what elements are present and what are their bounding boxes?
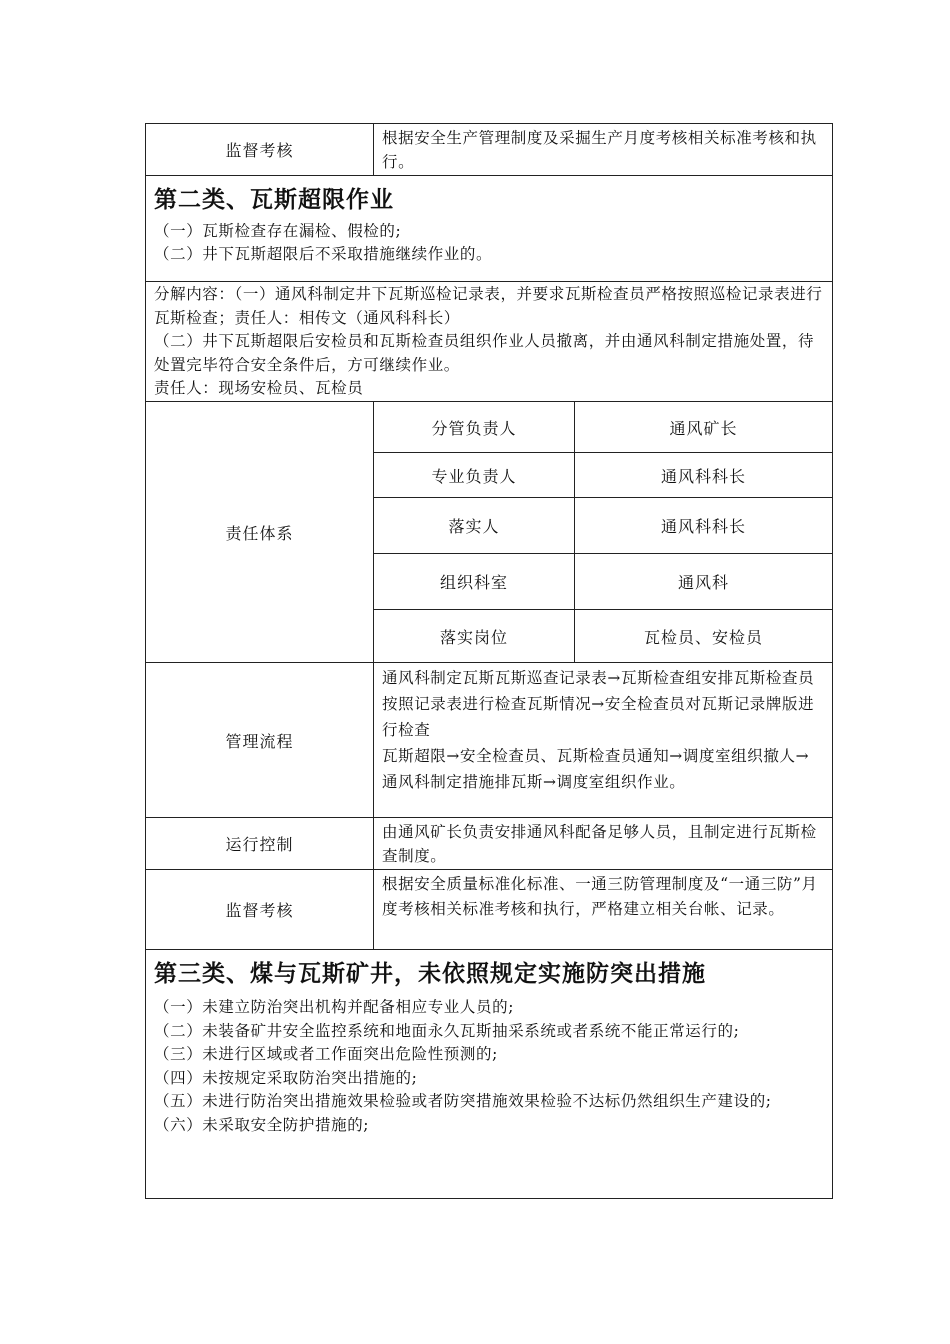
process-line-2: 瓦斯超限→安全检查员、瓦斯检查员通知→调度室组织撤人→通风科制定措施排瓦斯→调度室组织作业。 xyxy=(382,747,810,791)
section3-item-6: （六）未采取安全防护措施的; xyxy=(154,1115,370,1134)
responsibility-label: 责任体系 xyxy=(145,401,374,663)
supervise-label: 监督考核 xyxy=(145,869,374,950)
supervise-text-top: 根据安全生产管理制度及采掘生产月度考核相关标准考核和执行。 xyxy=(373,123,833,176)
section2-breakdown xyxy=(145,281,833,402)
supervise-text: 根据安全质量标准化标准、一通三防管理制度及“一通三防”月度考核相关标准考核和执行，严格建立相关台帐、记录。 xyxy=(373,869,833,950)
breakdown-para-2: （二）井下瓦斯超限后安检员和瓦斯检查员组织作业人员撤离，并由通风科制定措施处置，待处置完毕符合安全条件后，方可继续作业。 xyxy=(154,332,815,374)
resp-role-3: 落实人 xyxy=(373,497,575,554)
breakdown-para-3: 责任人：现场安检员、瓦检员 xyxy=(154,379,364,397)
section2-header xyxy=(145,175,833,282)
section2-item-1: （一）瓦斯检查存在漏检、假检的; xyxy=(154,222,402,240)
resp-person-5: 瓦检员、安检员 xyxy=(574,609,833,663)
resp-person-1: 通风矿长 xyxy=(574,401,833,453)
section3-item-5: （五）未进行防治突出措施效果检验或者防突措施效果检验不达标仍然组织生产建设的; xyxy=(154,1092,772,1110)
resp-role-1: 分管负责人 xyxy=(373,401,575,453)
section2-title: 第二类、瓦斯超限作业 xyxy=(154,186,394,213)
resp-role-5: 落实岗位 xyxy=(373,609,575,663)
control-text: 由通风矿长负责安排通风科配备足够人员，且制定进行瓦斯检查制度。 xyxy=(373,817,833,870)
process-line-1: 通风科制定瓦斯瓦斯巡查记录表→瓦斯检查组安排瓦斯检查员按照记录表进行检查瓦斯情况→安全检查员对瓦斯记录牌版进行检查 xyxy=(382,669,815,739)
supervise-label-top: 监督考核 xyxy=(145,123,374,176)
section3-item-2: （二）未装备矿井安全监控系统和地面永久瓦斯抽采系统或者系统不能正常运行的; xyxy=(154,1021,740,1040)
section3-item-1: （一）未建立防治突出机构并配备相应专业人员的; xyxy=(154,998,515,1016)
resp-role-4: 组织科室 xyxy=(373,553,575,610)
resp-person-2: 通风科科长 xyxy=(574,452,833,498)
section3-block xyxy=(145,949,833,1199)
section3-item-4: （四）未按规定采取防治突出措施的; xyxy=(154,1068,418,1087)
process-text xyxy=(373,662,833,818)
control-label: 运行控制 xyxy=(145,817,374,870)
section3-item-3: （三）未进行区域或者工作面突出危险性预测的; xyxy=(154,1045,498,1063)
resp-person-4: 通风科 xyxy=(574,553,833,610)
resp-role-2: 专业负责人 xyxy=(373,452,575,498)
process-label: 管理流程 xyxy=(145,662,374,818)
section2-item-2: （二）井下瓦斯超限后不采取措施继续作业的。 xyxy=(154,245,493,263)
resp-person-3: 通风科科长 xyxy=(574,497,833,554)
section3-title: 第三类、煤与瓦斯矿井，未依照规定实施防突出措施 xyxy=(154,960,706,987)
breakdown-para-1: 分解内容：（一）通风科制定井下瓦斯巡检记录表，并要求瓦斯检查员严格按照巡检记录表进行瓦斯检查；责任人：相传文（通风科科长） xyxy=(154,285,823,327)
